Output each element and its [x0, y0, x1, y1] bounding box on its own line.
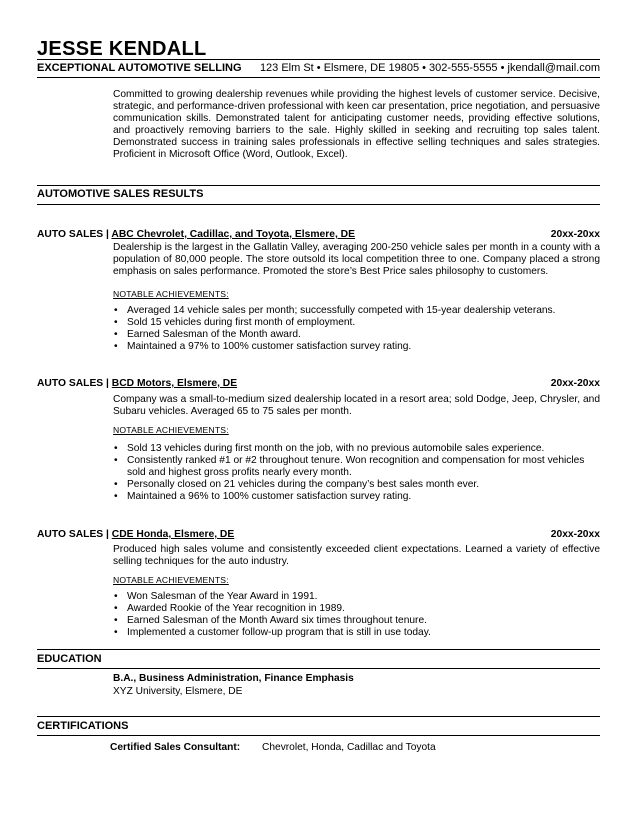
achievements-list	[113, 591, 600, 639]
header-rule-bottom	[37, 77, 600, 78]
list-item: • Maintained a 96% to 100% customer satisfaction survey rating.	[113, 491, 600, 503]
achievements-list	[113, 305, 600, 353]
job-description: Produced high sales volume and consistently exceeded client expectations. Learned a variety of effective selling techniques for the auto industry.	[113, 544, 600, 568]
list-item: • Implemented a customer follow-up program that is still in use today.	[113, 627, 600, 639]
list-item: • Earned Salesman of the Month award.	[113, 329, 600, 341]
job-description: Dealership is the largest in the Gallatin Valley, averaging 200-250 vehicle sales per month in a county with a population of 80,000 people. The store outsold its local competition three to one. Company placed a strong emphasis on sales performance. Promoted the store’s Best Price sales philosophy to customers.	[113, 242, 600, 278]
job-employer: ABC Chevrolet, Cadillac, and Toyota, Elsmere, DE	[111, 229, 355, 240]
list-item: • Sold 13 vehicles during first month on the job, with no previous automobile sales experience.	[113, 443, 600, 455]
education-rule	[37, 649, 600, 650]
list-item: • Personally closed on 21 vehicles during the company’s best sales month ever.	[113, 479, 600, 491]
professional-summary: Committed to growing dealership revenues while providing the highest levels of customer service. Decisive, strategic, and performance-driven professional with keen car presentation, price negotiation, and persuasive communication skills. Demonstrated talent for anticipating customer needs, providing effective solutions, and proactively removing barriers to the sale. Highly skilled in seeking and recruiting top sales talent. Demonstrated success in training sales professionals in effective selling techniques and sales strategies. Proficient in Microsoft Office (Word, Outlook, Excel).	[113, 89, 601, 161]
list-item: • Consistently ranked #1 or #2 throughout tenure. Won recognition and compensation for most vehicles sold and highest gross profits nearly every month.	[113, 455, 600, 479]
list-item: • Earned Salesman of the Month Award six times throughout tenure.	[113, 615, 600, 627]
education-rule-bottom	[37, 668, 600, 669]
header-rule-top	[37, 59, 600, 60]
job-dates: 20xx-20xx	[550, 378, 600, 389]
job-employer: BCD Motors, Elsmere, DE	[111, 378, 238, 389]
section-title-certifications: CERTIFICATIONS	[37, 720, 129, 732]
job-title: AUTO SALES |	[37, 378, 112, 389]
job-heading	[37, 529, 600, 540]
results-rule	[37, 185, 600, 186]
job-heading	[37, 229, 600, 240]
certifications-rule	[37, 716, 600, 717]
contact-info: 123 Elm St • Elsmere, DE 19805 • 302-555-5555 • jkendall@mail.com	[259, 62, 600, 74]
notable-achievements-label: NOTABLE ACHIEVEMENTS:	[113, 425, 229, 435]
certification-value: Chevrolet, Honda, Cadillac and Toyota	[262, 742, 436, 753]
notable-achievements-label: NOTABLE ACHIEVEMENTS:	[113, 289, 229, 299]
degree: B.A., Business Administration, Finance Emphasis	[113, 673, 354, 684]
education-entry	[113, 673, 354, 698]
job-dates: 20xx-20xx	[550, 529, 600, 540]
job-dates: 20xx-20xx	[550, 229, 600, 240]
job-employer: CDE Honda, Elsmere, DE	[111, 529, 235, 540]
headline-row	[37, 62, 600, 74]
list-item: • Averaged 14 vehicle sales per month; successfully competed with 15-year dealership veterans.	[113, 305, 600, 317]
list-item: • Won Salesman of the Year Award in 1991.	[113, 591, 600, 603]
results-rule-bottom	[37, 204, 600, 205]
list-item: • Maintained a 97% to 100% customer satisfaction survey rating.	[113, 341, 600, 353]
achievements-list	[113, 443, 600, 503]
list-item: • Sold 15 vehicles during first month of employment.	[113, 317, 600, 329]
section-title-education: EDUCATION	[37, 653, 102, 665]
list-item: • Awarded Rookie of the Year recognition in 1989.	[113, 603, 600, 615]
job-description: Company was a small-to-medium sized dealership located in a resort area; sold Dodge, Jeep, Chrysler, and Subaru vehicles. Averaged 65 to 75 sales per month.	[113, 394, 600, 418]
candidate-name: JESSE KENDALL	[37, 38, 207, 60]
headline: EXCEPTIONAL AUTOMOTIVE SELLING	[37, 62, 242, 74]
school: XYZ University, Elsmere, DE	[113, 685, 243, 697]
certification-label: Certified Sales Consultant:	[110, 742, 241, 753]
job-heading	[37, 378, 600, 389]
section-title-results: AUTOMOTIVE SALES RESULTS	[37, 188, 204, 200]
job-title: AUTO SALES |	[37, 229, 112, 240]
job-title: AUTO SALES |	[37, 529, 112, 540]
notable-achievements-label: NOTABLE ACHIEVEMENTS:	[113, 575, 229, 585]
certifications-rule-bottom	[37, 735, 600, 736]
